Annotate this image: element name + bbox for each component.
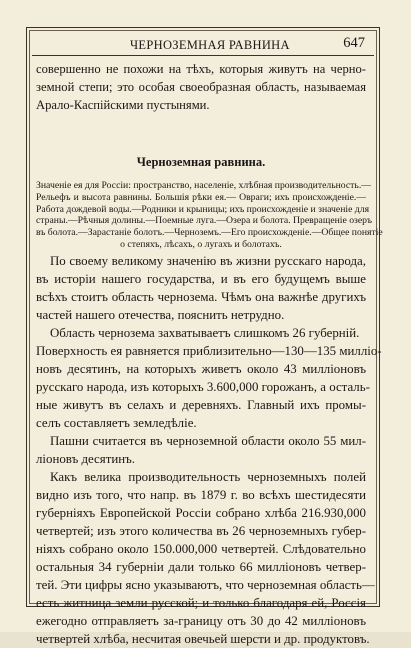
text-line: ліоновъ десятинъ. — [36, 452, 136, 466]
section-title: Черноземная равнина. — [136, 155, 266, 169]
text-line: ежегодно отправляетъ за-границу отъ 30 до 42 милліоновъ — [36, 614, 366, 628]
text-line: частей нашего отечества, пояснить нетрудно. — [36, 308, 285, 322]
summary-line: въ болота.—Зарастаніе болотъ.—Черноземъ.—Его происхожденіе.—Общее понятіе — [36, 227, 383, 239]
running-head: ЧЕРНОЗЕМНАЯ РАВНИНА — [130, 38, 290, 52]
intro-paragraph — [36, 60, 366, 115]
text-line: Область чернозема захватываетъ слишкомъ 26 губерній. — [50, 326, 360, 340]
summary-line: Значеніе ея для Россіи: пространство, населеніе, хлѣбная производительность.— — [36, 180, 371, 191]
text-line: тей. Эти цифры ясно указываютъ, что черноземная область— — [36, 578, 375, 592]
text-line: селъ составляетъ земледѣліе. — [36, 416, 197, 430]
text-line: четвертей хлѣба, несчитая овечьей шерсти и др. продуктовъ. — [36, 632, 370, 646]
summary-line: о степяхъ, лѣсахъ, о лугахъ и болотахъ. — [120, 238, 282, 250]
text-line: русскаго народа, изъ которыхъ 3.600,000 горожанъ, а осталь- — [36, 380, 370, 394]
header-rule — [32, 55, 374, 56]
text-line: ніяхъ собрано около 150.000,000 четвертей. Слѣдовательно — [36, 542, 366, 556]
text-line: всѣхъ стоитъ область чернозема. Чѣмъ она важнѣе другихъ — [36, 290, 366, 304]
text-line: видно изъ того, что напр. въ 1879 г. во всѣхъ шестидесяти — [36, 488, 366, 502]
text-line: губерніяхъ Европейской Россіи собрано хлѣба 216.930,000 — [36, 506, 366, 520]
text-line: Пашни считается въ черноземной области около 55 мил- — [50, 434, 366, 448]
text-line: Арало-Каспійскими пустынями. — [36, 98, 210, 113]
summary-line: Рельефъ и высота равнины. Большія рѣки ея.— Овраги; ихъ происхожденіе.— — [36, 191, 366, 203]
text-line: новъ десятинъ, на которыхъ живетъ около 43 милліоновъ — [36, 362, 366, 376]
text-line: ные живутъ въ селахъ и деревняхъ. Главный ихъ промы- — [36, 398, 366, 412]
text-line: земной степи; это особая своеобразная область, называемая — [36, 80, 366, 95]
page-number: 647 — [343, 35, 365, 51]
body-text — [36, 252, 382, 648]
text-line: Какъ велика производительность черноземныхъ полей — [50, 470, 366, 484]
summary-line: страны.—Рѣчныя долины.—Поемные луга.—Озера и болота. Превращеніе озеръ — [36, 215, 373, 227]
text-line: совершенно не похожи на тѣхъ, которыя живутъ на черно- — [36, 62, 366, 76]
text-line: Поверхность ея равняется приблизительно—130—135 милліо- — [36, 344, 382, 358]
section-summary — [36, 180, 383, 251]
text-line: въ исторіи нашего государства, и въ его будущемъ выше — [36, 272, 366, 286]
text-line: четвертей; изъ этого количества въ 26 черноземныхъ губер- — [36, 524, 366, 538]
text-line: есть житница земли русской; и только благодаря ей, Россія — [36, 596, 366, 610]
summary-line: Работа дождевой воды.—Родники и крыницы; ихъ происхожденіе и значеніе для — [36, 203, 370, 215]
text-line: По своему великому значенію въ жизни русскаго народа, — [50, 254, 366, 268]
text-line: остальныя 34 губерніи дали только 66 милліоновъ четвер- — [36, 560, 366, 574]
